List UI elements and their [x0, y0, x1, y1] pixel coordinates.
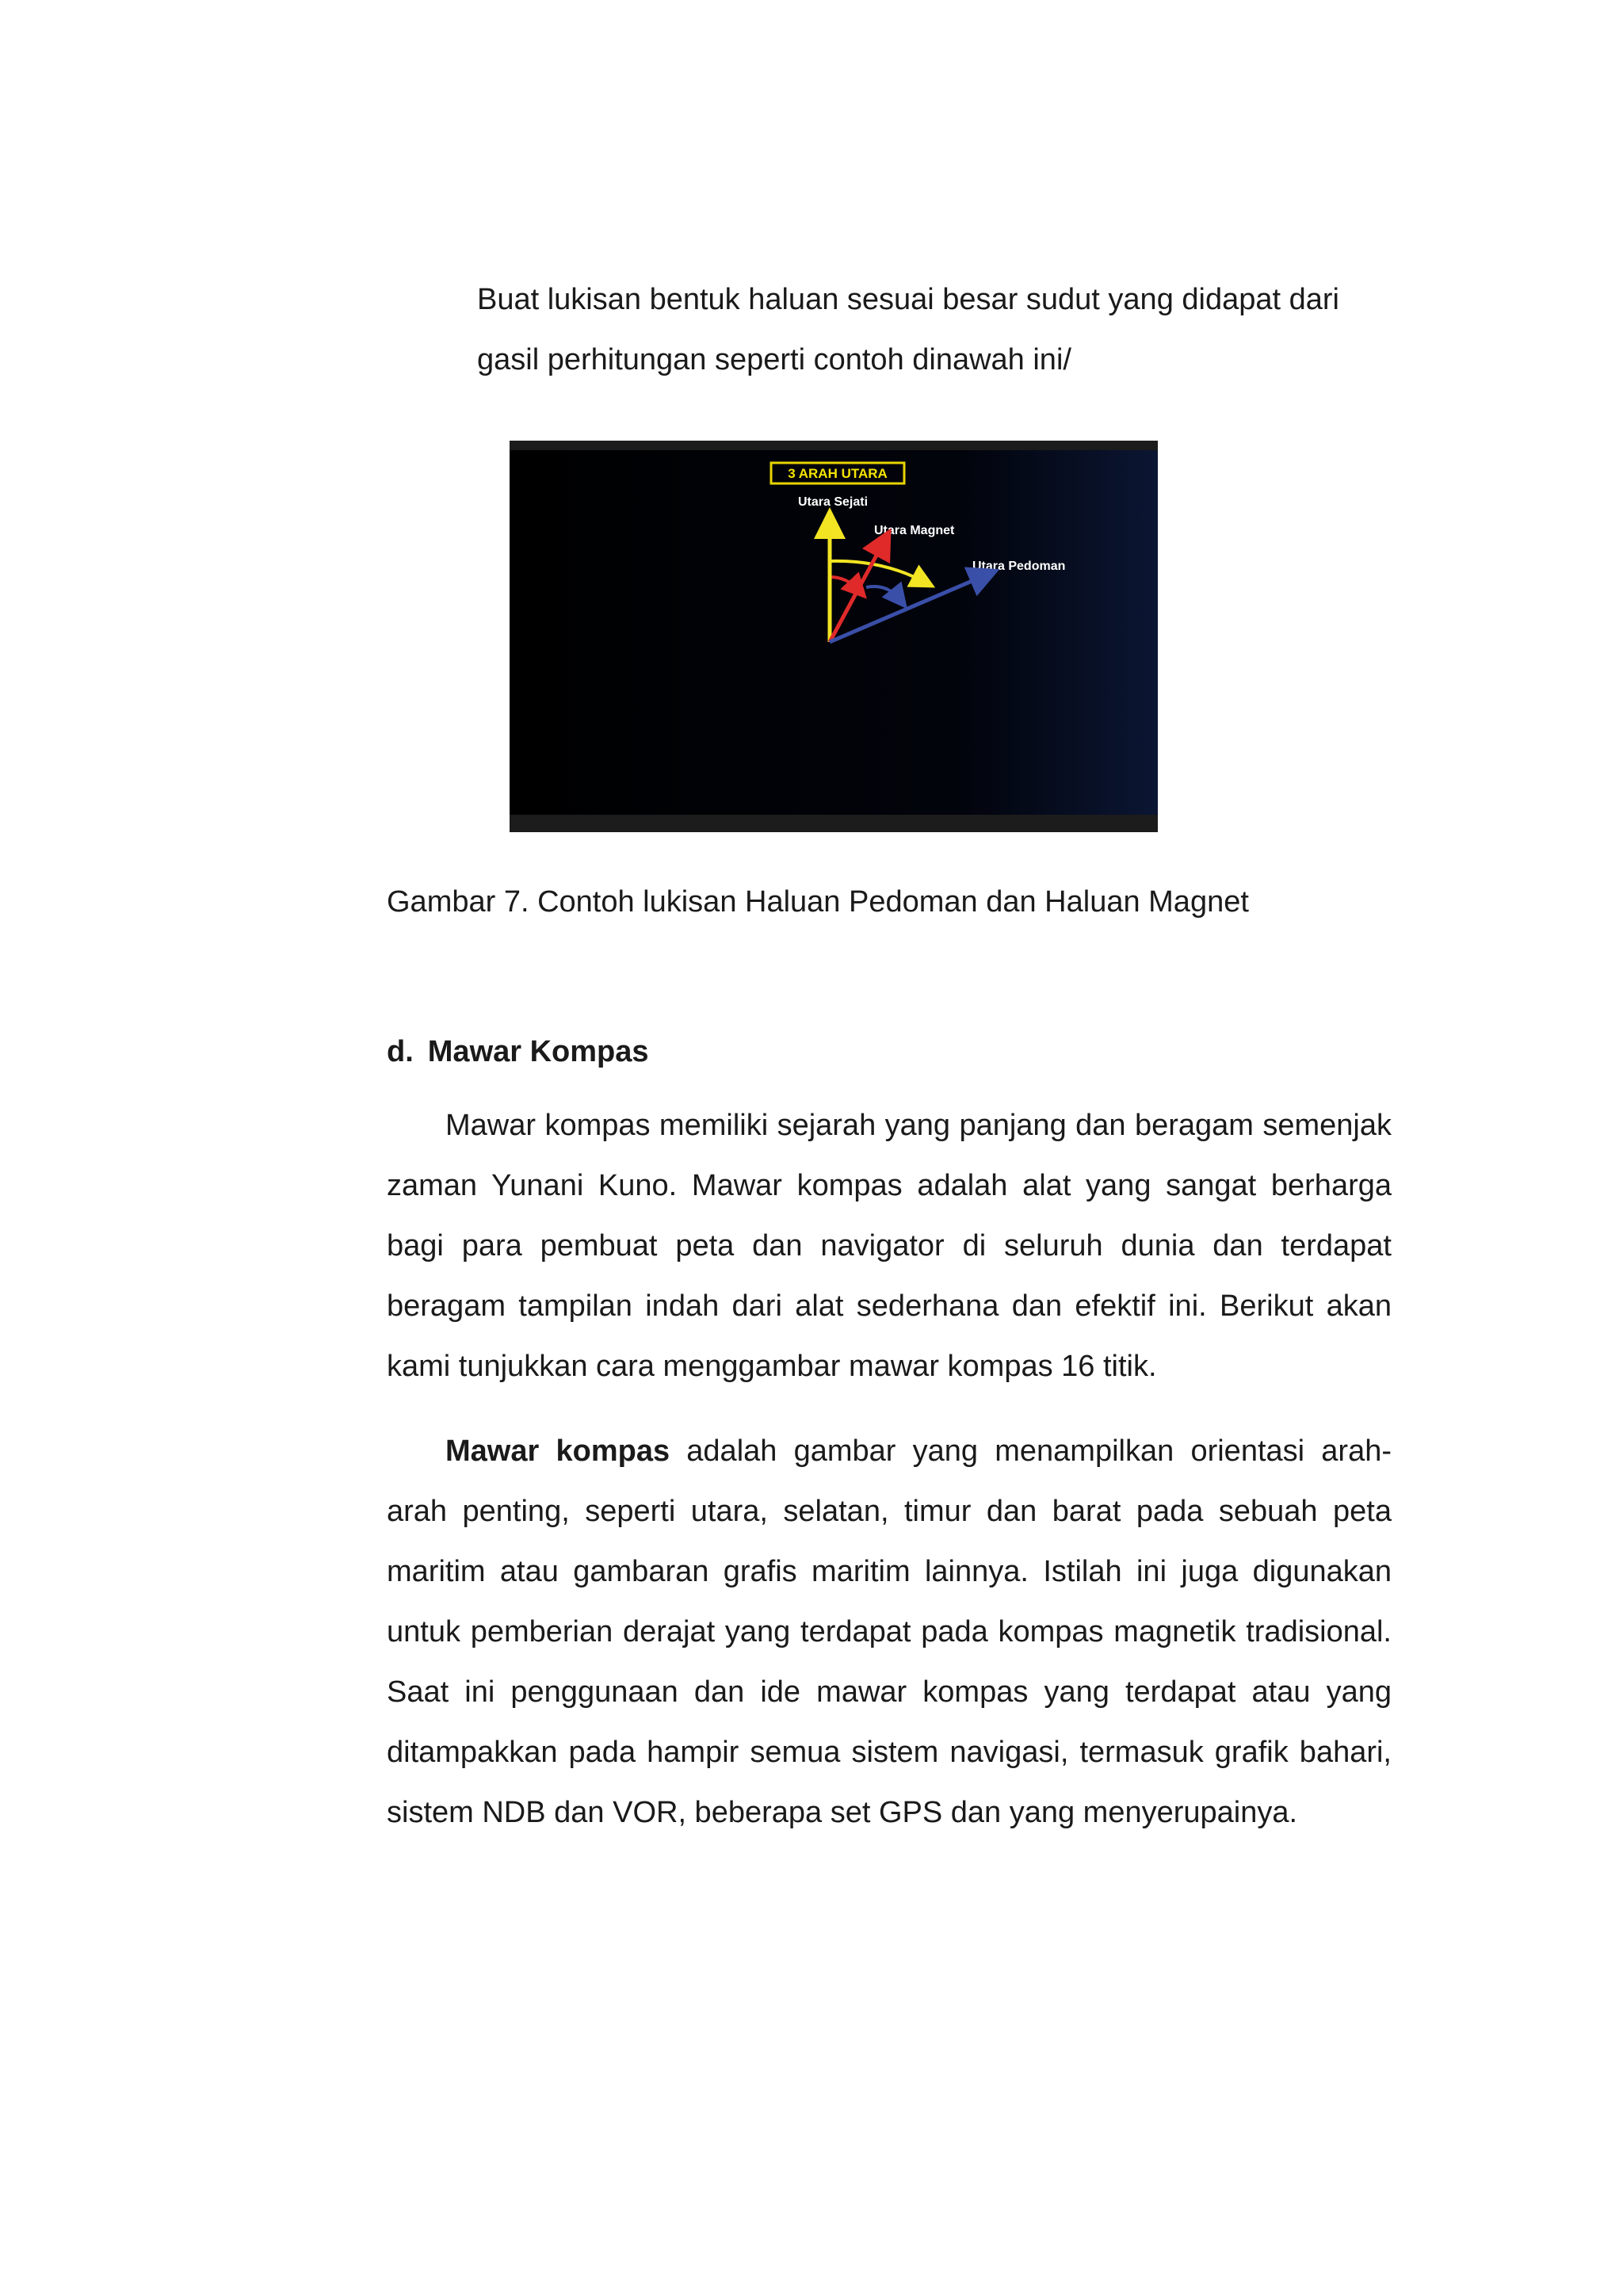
label-compass-north: Utara Pedoman: [972, 560, 1066, 573]
paragraph-2-bold-term: Mawar kompas: [445, 1435, 670, 1468]
paragraph-2-text: adalah gambar yang menampilkan orientasi arah-arah penting, seperti utara, selatan, timur dan barat pada sebuah peta maritim atau gambaran grafis maritim lainnya. Istilah ini juga digunakan untuk pemberian derajat yang terdapat pada kompas magnetik tradisional. Saat ini penggunaan dan ide mawar kompas yang terdapat atau yang ditampakkan pada hampir semua sistem navigasi, termasuk grafik bahari, sistem NDB dan VOR, beberapa set GPS dan yang menyerupainya.: [387, 1435, 1392, 1829]
section-marker: d.: [387, 1035, 414, 1068]
paragraph-2: [387, 1421, 1392, 1843]
paragraph-1: Mawar kompas memiliki sejarah yang panjang dan beragam semenjak zaman Yunani Kuno. Mawar kompas adalah alat yang sangat berharga bagi para pembuat peta dan navigator di seluruh dunia dan terdapat beragam tampilan indah dari alat sederhana dan efektif ini. Berikut akan kami tunjukkan cara menggambar mawar kompas 16 titik.: [387, 1109, 1392, 1383]
figure-bottom-bar: [510, 815, 1158, 832]
intro-text: Buat lukisan bentuk haluan sesuai besar sudut yang didapat dari gasil perhitungan seperti contoh dinawah ini/: [477, 283, 1339, 376]
section-heading: [387, 1026, 649, 1077]
label-true-north: Utara Sejati: [798, 495, 869, 509]
figure-top-bar: [510, 441, 1158, 450]
figure-caption: Gambar 7. Contoh lukisan Haluan Pedoman dan Haluan Magnet: [387, 885, 1249, 919]
section-title: Mawar Kompas: [427, 1035, 649, 1068]
figure-three-norths: [510, 441, 1158, 832]
figure-title: 3 ARAH UTARA: [788, 466, 888, 481]
figure-diagram: [510, 441, 1158, 832]
label-magnetic-north: Utara Magnet: [874, 524, 955, 537]
